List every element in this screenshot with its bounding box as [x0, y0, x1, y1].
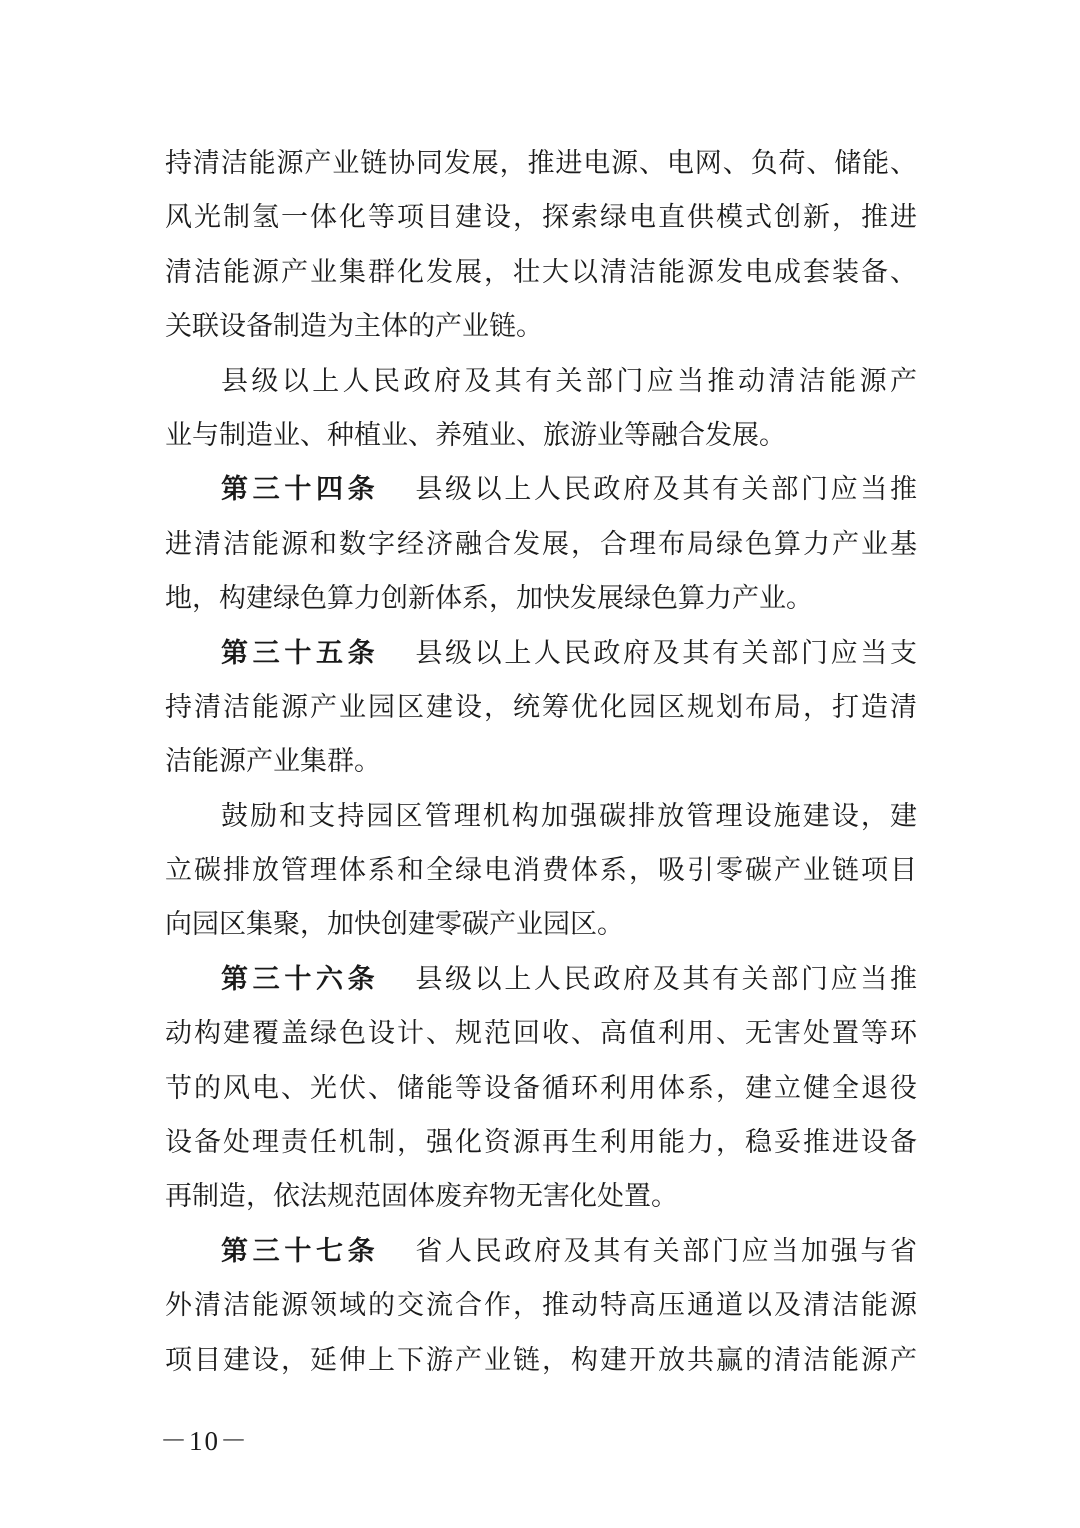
- article-heading: 第三十七条: [221, 1235, 380, 1267]
- text-line: 关联设备制造为主体的产业链。: [165, 311, 543, 343]
- article-37-first-line: [165, 1225, 917, 1279]
- text-line: 风光制氢一体化等项目建设，探索绿电直供模式创新，推进: [165, 202, 917, 234]
- article-35-first-line: [165, 627, 917, 681]
- text-line: 再制造，依法规范固体废弃物无害化处置。: [165, 1181, 678, 1213]
- article-text: 县级以上人民政府及其有关部门应当推: [415, 474, 918, 506]
- text-line: 设备处理责任机制，强化资源再生利用能力，稳妥推进设备: [165, 1127, 917, 1159]
- paragraph-first-line: 县级以上人民政府及其有关部门应当推动清洁能源产: [221, 365, 917, 397]
- body-text: [165, 137, 917, 1388]
- text-line: 持清洁能源产业园区建设，统筹优化园区规划布局，打造清: [165, 691, 917, 723]
- text-line: 业与制造业、种植业、养殖业、旅游业等融合发展。: [165, 419, 786, 451]
- article-36-first-line: [165, 953, 917, 1007]
- article-text: 县级以上人民政府及其有关部门应当支: [415, 637, 918, 669]
- text-line: 项目建设，延伸上下游产业链，构建开放共赢的清洁能源产: [165, 1344, 917, 1376]
- article-34-first-line: [165, 463, 917, 517]
- text-line: 向园区集聚，加快创建零碳产业园区。: [165, 909, 624, 941]
- text-line: 立碳排放管理体系和全绿电消费体系，吸引零碳产业链项目: [165, 855, 917, 887]
- text-line: 持清洁能源产业链协同发展，推进电源、电网、负荷、储能、: [165, 148, 917, 179]
- text-line: 洁能源产业集群。: [165, 746, 381, 778]
- article-text: 县级以上人民政府及其有关部门应当推: [415, 963, 918, 995]
- text-line: 清洁能源产业集群化发展，壮大以清洁能源发电成套装备、: [165, 256, 917, 288]
- text-line: 动构建覆盖绿色设计、规范回收、高值利用、无害处置等环: [165, 1018, 917, 1050]
- paragraph-first-line: 鼓励和支持园区管理机构加强碳排放管理设施建设，建: [221, 800, 917, 832]
- article-heading: 第三十五条: [221, 637, 380, 669]
- page-number: －10－: [160, 1426, 249, 1456]
- text-line: 外清洁能源领域的交流合作，推动特高压通道以及清洁能源: [165, 1290, 917, 1322]
- text-line: 节的风电、光伏、储能等设备循环利用体系，建立健全退役: [165, 1072, 917, 1104]
- text-line: 进清洁能源和数字经济融合发展，合理布局绿色算力产业基: [165, 528, 917, 560]
- text-line: 地，构建绿色算力创新体系，加快发展绿色算力产业。: [165, 583, 813, 615]
- article-heading: 第三十四条: [221, 474, 380, 506]
- article-text: 省人民政府及其有关部门应当加强与省: [415, 1235, 918, 1267]
- article-heading: 第三十六条: [221, 963, 380, 995]
